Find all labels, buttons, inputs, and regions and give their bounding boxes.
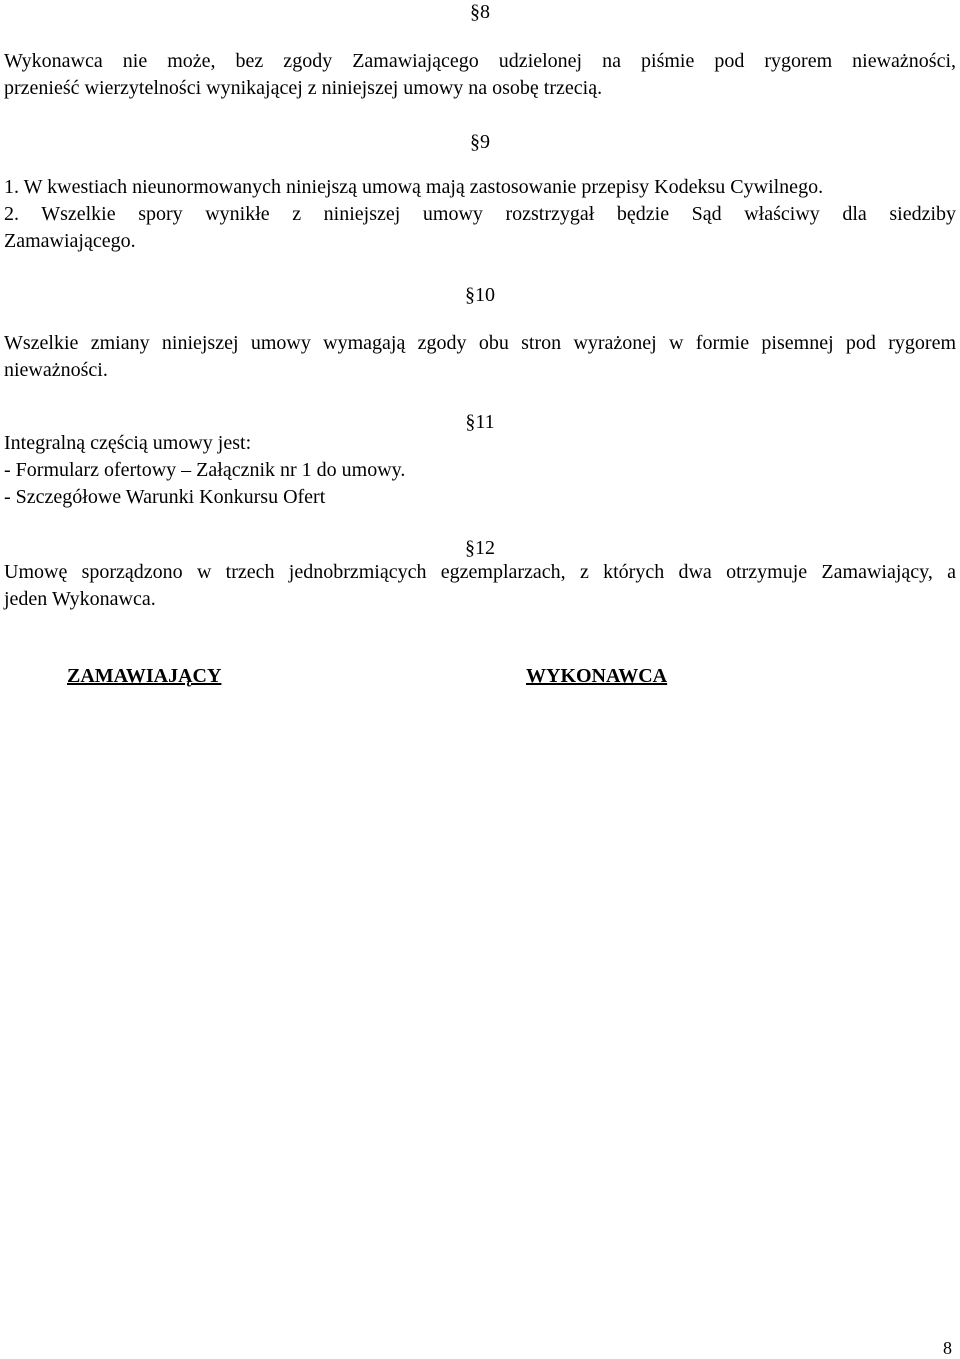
list-item: - Formularz ofertowy – Załącznik nr 1 do umowy.: [4, 459, 406, 481]
section-heading-11: §11: [465, 411, 495, 433]
section-heading-9: §9: [470, 131, 490, 153]
text-line: 2. Wszelkie spory wynikłe z niniejszej umowy rozstrzygał będzie Sąd właściwy dla siedziby: [4, 203, 956, 225]
signature-zamawiajacy: ZAMAWIAJĄCY: [67, 665, 222, 687]
section-heading-10: §10: [465, 284, 495, 306]
text-line: nieważności.: [4, 359, 108, 381]
section-12-paragraph: [4, 559, 956, 613]
text-line: Wykonawca nie może, bez zgody Zamawiającego udzielonej na piśmie pod rygorem nieważności,: [4, 50, 956, 72]
section-heading-12: §12: [465, 537, 495, 559]
section-8-paragraph: [4, 48, 956, 102]
section-10-paragraph: [4, 330, 956, 384]
text-line: Wszelkie zmiany niniejszej umowy wymagają zgody obu stron wyrażonej w formie pisemnej pod rygorem: [4, 332, 956, 354]
section-9-paragraph: [4, 174, 956, 255]
list-item: - Szczegółowe Warunki Konkursu Ofert: [4, 486, 326, 508]
text-line: 1. W kwestiach nieunormowanych niniejszą umową mają zastosowanie przepisy Kodeksu Cywilnego.: [4, 176, 824, 198]
section-11-paragraph: [4, 430, 956, 511]
text-line: przenieść wierzytelności wynikającej z niniejszej umowy na osobę trzecią.: [4, 77, 603, 99]
text-line: Zamawiającego.: [4, 230, 136, 252]
text-line: Umowę sporządzono w trzech jednobrzmiących egzemplarzach, z których dwa otrzymuje Zamawiający, a: [4, 561, 956, 583]
text-line: Integralną częścią umowy jest:: [4, 432, 252, 454]
page-number: 8: [943, 1338, 952, 1358]
signature-wykonawca: WYKONAWCA: [526, 665, 668, 687]
section-heading-8: §8: [470, 1, 490, 23]
text-line: jeden Wykonawca.: [4, 588, 156, 610]
